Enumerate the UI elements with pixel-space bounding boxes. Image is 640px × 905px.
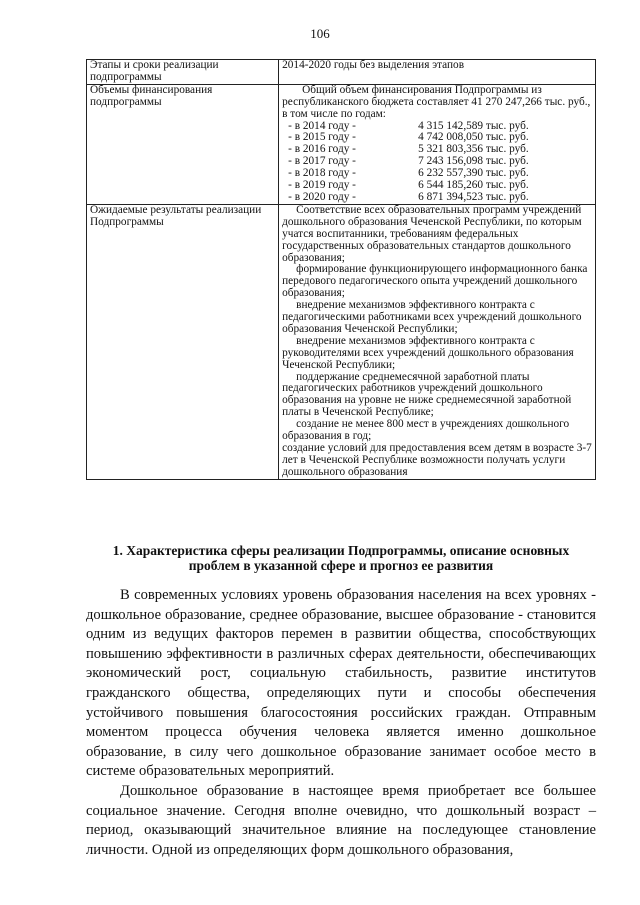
funding-year: - в 2017 году -	[288, 155, 356, 168]
funding-year: - в 2019 году -	[288, 179, 356, 192]
results-cell	[279, 204, 596, 479]
result-item: внедрение механизмов эффективного контракта с педагогическими работниками всех учреждений дошкольного образования Чеченской Республики;	[282, 299, 582, 335]
result-item-last: создание условий для предоставления всем детям в возрасте 3-7 лет в Чеченской Республике возможности получать услуги дошкольного образования	[282, 442, 592, 478]
funding-intro: Общий объем финансирования Подпрограммы из республиканского бюджета составляет 41 270 247,266 тыс. руб., в том числе по годам:	[282, 83, 591, 120]
result-item: формирование функционирующего информационного банка передового педагогического опыта учреждений дошкольного образования;	[282, 263, 588, 300]
funding-amount: 7 243 156,098 тыс. руб.	[418, 155, 529, 168]
funding-amount: 4 742 008,050 тыс. руб.	[418, 131, 529, 144]
funding-amount: 5 321 803,356 тыс. руб.	[418, 143, 529, 156]
table-row	[87, 204, 596, 479]
row-value: 2014-2020 годы без выделения этапов	[279, 60, 596, 85]
result-item: Соответствие всех образовательных программ учреждений дошкольного образования Чеченской Республики, по которым учатся воспитанники, требованиям федеральных государственных образовательных стандартов дошкольного образования;	[282, 203, 582, 264]
funding-amount: 6 544 185,260 тыс. руб.	[418, 179, 529, 192]
page-number: 106	[310, 26, 330, 41]
funding-amount: 6 871 394,523 тыс. руб.	[418, 190, 529, 203]
paragraph: В современных условиях уровень образования населения на всех уровнях - дошкольное образование, среднее образование, высшее образование - становится одним из ведущих факторов перемен в развитии общества, способствующих повышению эффективности в различных сферах деятельности, обеспечивающих экономический рост, социальную стабильность, развитие институтов гражданского общества, определяющих пути и способы обеспечения устойчивого повышения благосостояния российских граждан. Отправным моментом процесса обучения человека является именно дошкольное образование, в силу чего дошкольное образование занимает особое место в системе образовательных мероприятий.	[86, 587, 596, 780]
funding-year: - в 2018 году -	[288, 167, 356, 180]
funding-year: - в 2015 году -	[288, 131, 356, 144]
funding-year: - в 2016 году -	[288, 143, 356, 156]
funding-cell	[279, 84, 596, 204]
row-label: Этапы и сроки реализации подпрограммы	[87, 60, 279, 85]
table-row	[87, 84, 596, 204]
funding-amount: 4 315 142,589 тыс. руб.	[418, 119, 529, 132]
result-item: внедрение механизмов эффективного контракта с руководителями всех учреждений дошкольного образования Чеченской Республики;	[282, 334, 574, 371]
funding-amount: 6 232 557,390 тыс. руб.	[418, 167, 529, 180]
funding-year-row	[282, 192, 592, 204]
subprogram-passport-table	[86, 59, 596, 480]
row-label: Объемы финансирования подпрограммы	[87, 84, 279, 204]
body-text	[86, 586, 596, 860]
funding-year: - в 2014 году -	[288, 119, 356, 132]
result-item: создание не менее 800 мест в учреждениях дошкольного образования в год;	[282, 418, 570, 443]
paragraph: Дошкольное образование в настоящее время приобретает все большее социальное значение. Сегодня вполне очевидно, что дошкольный возраст – период, оказывающий значительное влияние на последующее становление личности. Одной из определяющих форм дошкольного образования,	[86, 782, 596, 858]
result-item: поддержание среднемесячной заработной платы педагогических работников учреждений дошкольного образования на уровне не ниже среднемесячной заработной платы в Чеченской Республике;	[282, 370, 572, 419]
funding-year: - в 2020 году -	[288, 190, 356, 203]
row-label: Ожидаемые результаты реализации Подпрограммы	[87, 204, 279, 479]
table-row	[87, 60, 596, 85]
section-title: 1. Характеристика сферы реализации Подпрограммы, описание основных проблем в указанной сфере и прогноз ее развития	[112, 543, 570, 573]
